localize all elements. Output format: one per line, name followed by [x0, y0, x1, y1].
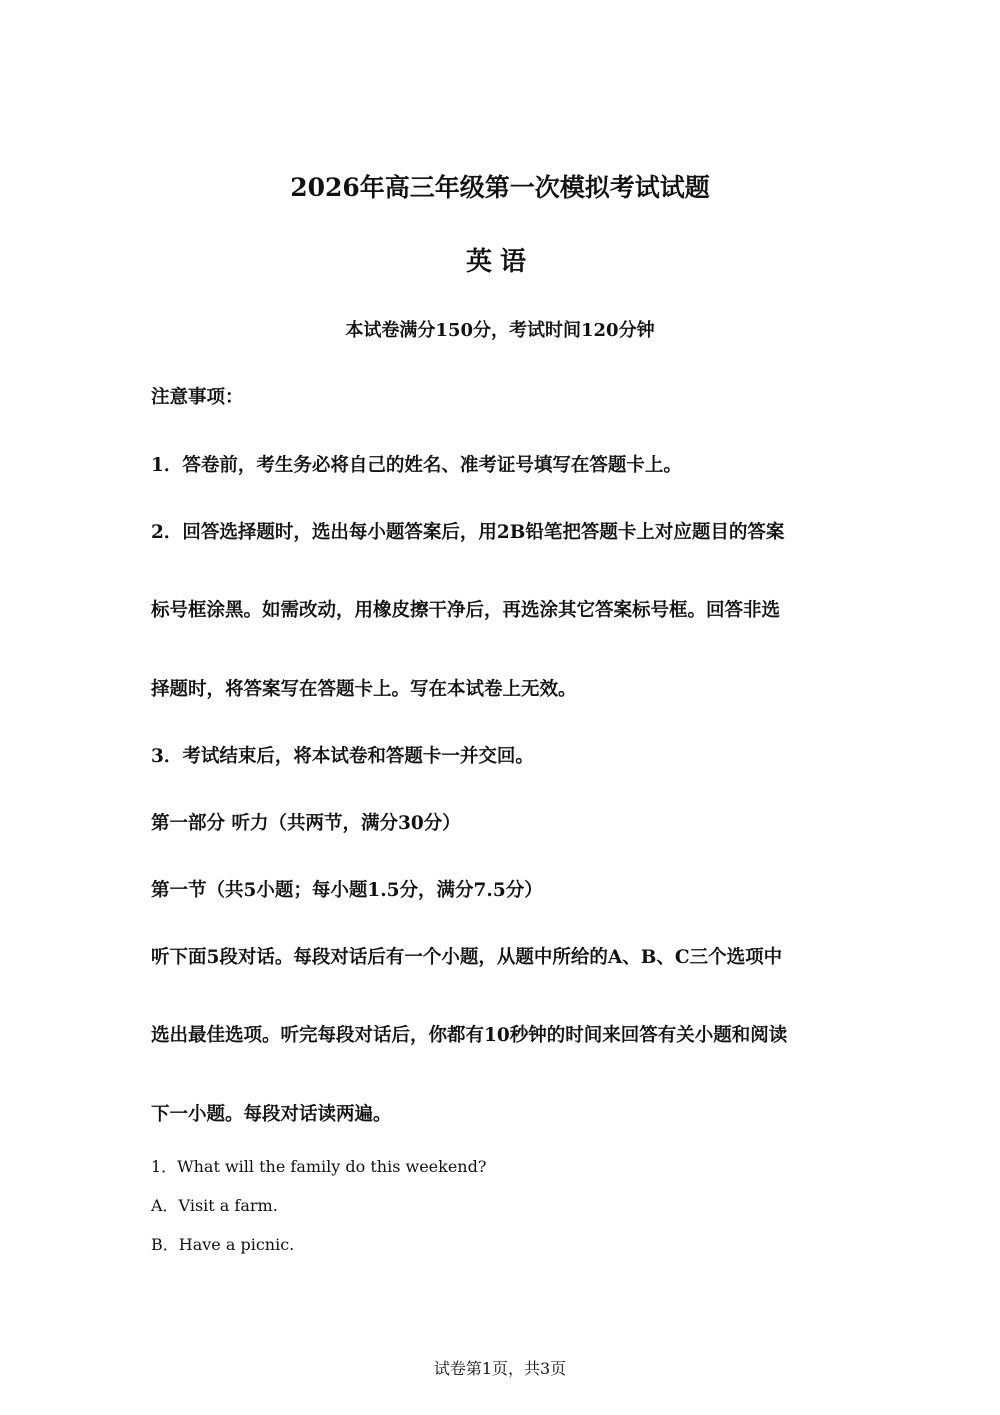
exam-title: 2026年高三年级第一次模拟考试试题 [290, 173, 710, 202]
notice-item-2-line-1: 2．回答选择题时，选出每小题答案后，用2B铅笔把答题卡上对应题目的答案 [151, 522, 785, 543]
page-footer: 试卷第1页，共3页 [433, 1359, 567, 1378]
exam-subject: 英语 [465, 247, 534, 277]
notice-item-2-line-3: 择题时，将答案写在答题卡上。写在本试卷上无效。 [151, 679, 577, 700]
notice-item-1: 1．答卷前，考生务必将自己的姓名、准考证号填写在答题卡上。 [151, 455, 682, 476]
section1-heading: 第一节（共5小题；每小题1.5分，满分7.5分） [151, 880, 543, 901]
notice-item-2-line-2: 标号框涂黑。如需改动，用橡皮擦干净后，再选涂其它答案标号框。回答非选 [151, 600, 781, 621]
instruction-line-2: 选出最佳选项。听完每段对话后，你都有10秒钟的时间来回答有关小题和阅读 [151, 1025, 788, 1046]
notice-heading: 注意事项： [151, 387, 244, 408]
exam-info: 本试卷满分150分，考试时间120分钟 [345, 320, 655, 341]
part1-heading: 第一部分 听力（共两节，满分30分） [151, 813, 461, 834]
question-1-option-b: B．Have a picnic. [151, 1235, 295, 1254]
instruction-line-3: 下一小题。每段对话读两遍。 [151, 1104, 392, 1125]
instruction-line-1: 听下面5段对话。每段对话后有一个小题，从题中所给的A、B、C三个选项中 [151, 947, 783, 968]
question-1-option-a: A．Visit a farm. [151, 1196, 278, 1215]
question-1-stem: 1．What will the family do this weekend? [151, 1157, 487, 1176]
notice-item-3: 3．考试结束后，将本试卷和答题卡一并交回。 [151, 746, 534, 767]
